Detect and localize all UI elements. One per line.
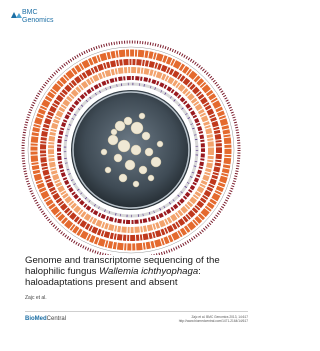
publisher-name-b: Central	[46, 316, 67, 322]
journal-name-line2: Genomics	[22, 17, 54, 24]
citation-url[interactable]: http://www.biomedcentral.com/1471-2164/14/617	[178, 319, 248, 323]
species-name: Wallemia ichthyophaga	[99, 266, 199, 277]
authors: Zajc et al.	[25, 295, 47, 301]
title-text: halophilic fungus	[25, 266, 100, 277]
citation-line1: Zajc et al. BMC Genomics 2013, 14:617	[191, 315, 248, 319]
title-line1: Genome and transcriptome sequencing of the	[25, 255, 220, 266]
journal-name-line1: BMC	[22, 9, 38, 16]
article-title	[25, 255, 257, 288]
title-line2	[25, 266, 257, 277]
title-line3: haloadaptations present and absent	[25, 277, 178, 288]
title-colon: :	[198, 266, 201, 277]
publisher-name-a: BioMed	[25, 316, 47, 322]
publisher-logo	[25, 316, 66, 322]
footer-divider	[25, 311, 248, 312]
citation	[179, 315, 248, 323]
